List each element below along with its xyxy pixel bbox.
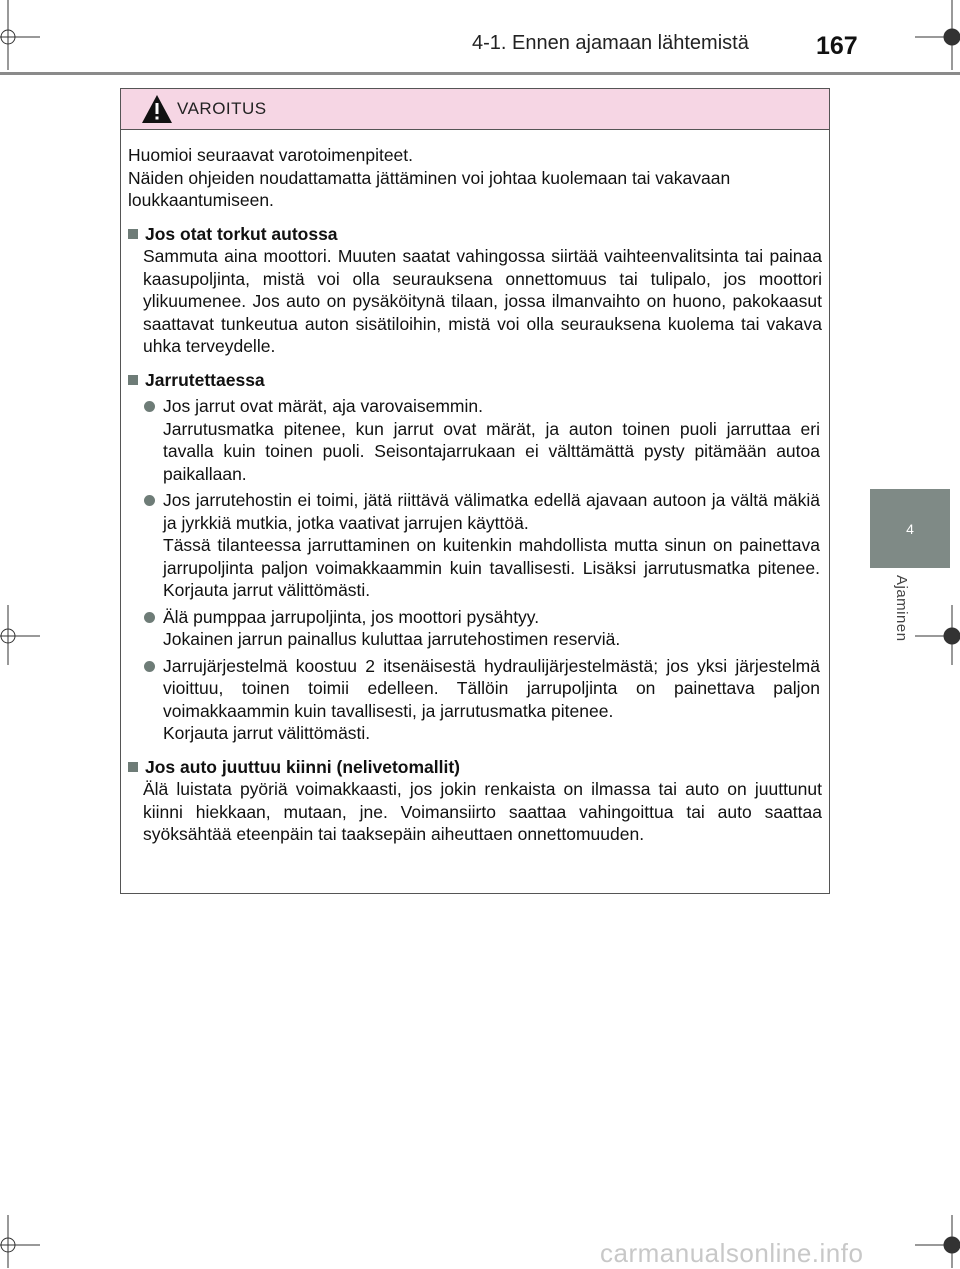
section-braking: [128, 369, 822, 745]
round-bullet-icon: [144, 661, 155, 672]
list-item-text: Jarrujärjestelmä koostuu 2 itsenäisestä hydraulijärjestelmästä; jos yksi järjestelmä vioittuu, toinen toimii edelleen. Tällöin jarrupoljinta on painettava paljon voimakkaammin kuin tavallisesti, ja jarrutusmatka pitenee.: [163, 655, 820, 721]
section-heading: [128, 369, 822, 392]
header-rule: [0, 72, 960, 75]
crop-mark-mid-right: [915, 605, 960, 665]
section-text: Älä luistata pyöriä voimakkaasti, jos jokin renkaista on ilmassa tai auto on juuttunut kiinni hiekkaan, mutaan, jne. Voimansiirto saattaa vahingoittua tai auto saattaa syöksähtää eteenpäin tai taaksepäin aiheuttaen onnettomuuden.: [143, 779, 822, 844]
warning-triangle-icon: [141, 94, 173, 124]
section-heading-text: Jarrutettaessa: [145, 369, 265, 390]
list-item-text: Jos jarrut ovat märät, aja varovaisemmin.: [163, 396, 483, 416]
section-stuck-vehicle: [128, 756, 822, 846]
intro-line: Huomioi seuraavat varotoimenpiteet.: [128, 145, 414, 165]
list-item: [128, 395, 822, 485]
list-item-text: Tässä tilanteessa jarruttaminen on kuitenkin mahdollista mutta sinun on painettava jarrupoljinta paljon voimakkaammin kuin tavallisesti. Lisäksi jarrutusmatka pitenee. Korjauta jarrut välittömästi.: [163, 535, 820, 600]
square-bullet-icon: [128, 762, 138, 772]
watermark: carmanualsonline.info: [600, 1238, 864, 1268]
section-heading: [128, 756, 822, 779]
list-item-text: Jarrutusmatka pitenee, kun jarrut ovat märät, ja auton toinen puoli jarruttaa eri tavalla kuin toinen puoli. Seisontajarrukaan ei välttämättä pysty pitämään autoa paikallaan.: [163, 418, 820, 484]
warning-title: VAROITUS: [177, 99, 267, 118]
chapter-tab: [870, 489, 950, 568]
crop-mark-top-left: [0, 0, 40, 70]
list-item-text: Jokainen jarrun painallus kuluttaa jarrutehostimen reserviä.: [163, 629, 621, 649]
section-text: Sammuta aina moottori. Muuten saatat vahingossa siirtää vaihteenvalitsinta tai painaa kaasupoljinta, mistä voi olla seurauksena onnettomuus tai tulipalo, jos moottori ylikuumenee. Jos auto on pysäköitynä tilaan, jossa ilmanvaihto on huono, pakokaasut saattavat tunkeutua auton sisätiloihin, mistä voi olla seurauksena kuolema tai vakava uhka terveydelle.: [143, 246, 822, 356]
list-item: [128, 655, 822, 745]
round-bullet-icon: [144, 612, 155, 623]
page-number: 167: [816, 32, 858, 60]
chapter-number: 4: [906, 520, 914, 537]
list-item: [128, 606, 822, 651]
chapter-label: Ajaminen: [893, 575, 910, 642]
round-bullet-icon: [144, 495, 155, 506]
section-heading-text: Jos otat torkut autossa: [145, 223, 338, 244]
round-bullet-icon: [144, 401, 155, 412]
list-item: [128, 489, 822, 602]
warning-intro: [128, 144, 822, 212]
square-bullet-icon: [128, 375, 138, 385]
warning-box: [120, 88, 830, 894]
list-item-text: Jos jarrutehostin ei toimi, jätä riittävä välimatka edellä ajavaan autoon ja vältä mäkiä ja jyrkkiä mutkia, jotka vaativat jarrujen käyttöä.: [163, 490, 820, 533]
section-sleeping-in-car: [128, 223, 822, 358]
section-title: 4-1. Ennen ajamaan lähtemistä: [472, 32, 749, 54]
warning-header: [121, 89, 829, 130]
section-heading-text: Jos auto juuttuu kiinni (nelivetomallit): [145, 756, 461, 777]
list-item-text: Korjauta jarrut välittömästi.: [163, 723, 371, 743]
warning-body: [121, 130, 829, 846]
crop-mark-bottom-right: [915, 1215, 960, 1268]
list-item-text: Älä pumppaa jarrupoljinta, jos moottori pysähtyy.: [163, 606, 540, 627]
square-bullet-icon: [128, 229, 138, 239]
section-heading: [128, 223, 822, 246]
intro-line: Näiden ohjeiden noudattamatta jättäminen voi johtaa kuolemaan tai vakavaan loukkaantumiseen.: [128, 167, 731, 210]
crop-mark-mid-left: [0, 605, 40, 665]
crop-mark-bottom-left: [0, 1215, 40, 1268]
crop-mark-top-right: [915, 0, 960, 70]
